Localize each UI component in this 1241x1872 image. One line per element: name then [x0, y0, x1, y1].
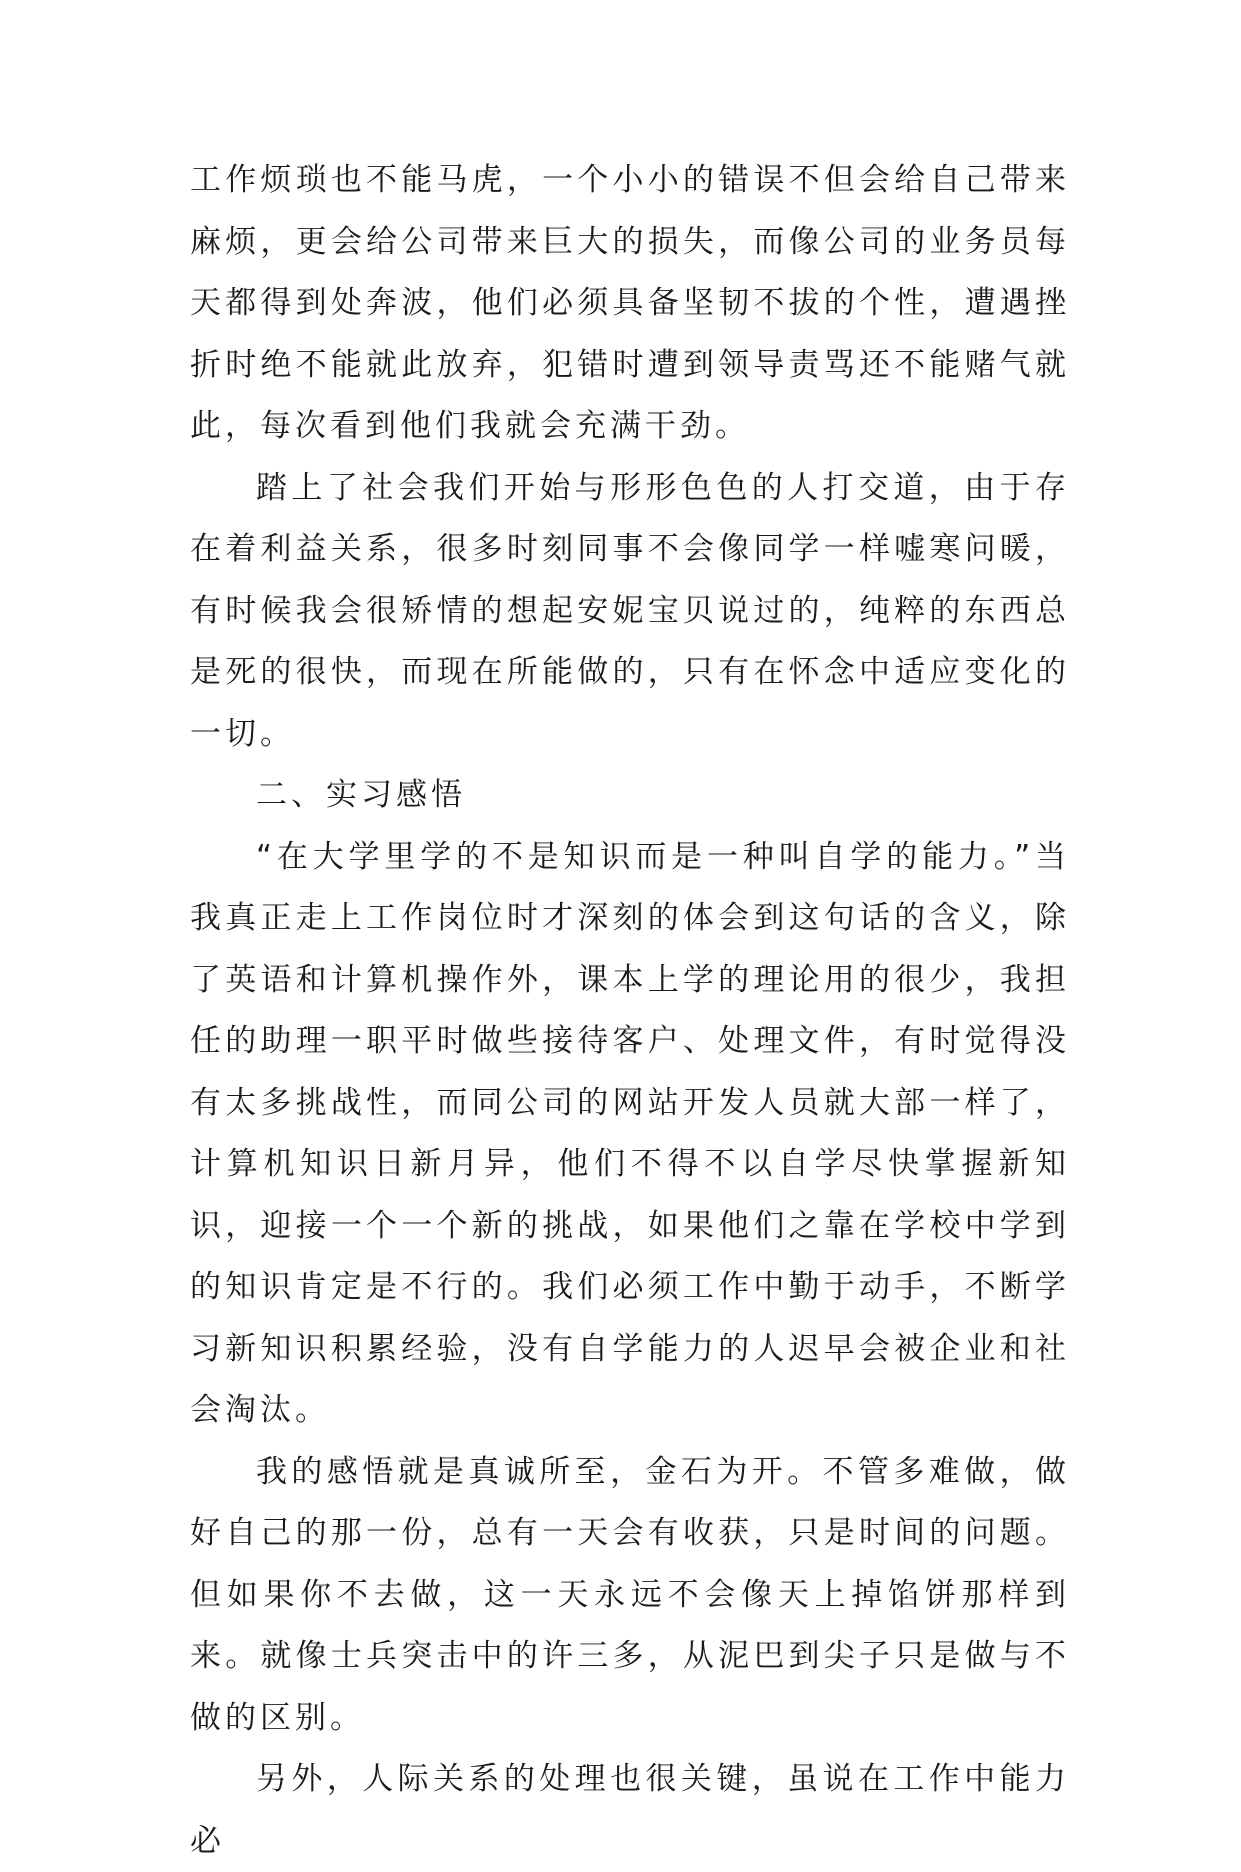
paragraph-5: 另外，人际关系的处理也很关键，虽说在工作中能力必 [190, 1761, 1070, 1859]
document-body [190, 150, 1070, 1872]
paragraph-1: 工作烦琐也不能马虎，一个小小的错误不但会给自己带来麻烦，更会给公司带来巨大的损失，而像公司的业务员每天都得到处奔波，他们必须具备坚韧不拔的个性，遭遇挫折时绝不能就此放弃，犯错时遭到领导责骂还不能赌气就此，每次看到他们我就会充满干劲。 [190, 162, 1070, 444]
section-heading: 二、实习感悟 [256, 777, 466, 813]
paragraph-4: 我的感悟就是真诚所至，金石为开。不管多难做，做好自己的那一份，总有一天会有收获，只是时间的问题。但如果你不去做，这一天永远不会像天上掉馅饼那样到来。就像士兵突击中的许三多，从泥巴到尖子只是做与不做的区别。 [190, 1453, 1070, 1736]
paragraph-2: 踏上了社会我们开始与形形色色的人打交道，由于存在着利益关系，很多时刻同事不会像同学一样嘘寒问暖，有时候我会很矫情的想起安妮宝贝说过的，纯粹的东西总是死的很快，而现在所能做的，只有在怀念中适应变化的一切。 [190, 469, 1070, 752]
paragraph-3: “在大学里学的不是知识而是一种叫自学的能力。”当我真正走上工作岗位时才深刻的体会到这句话的含义，除了英语和计算机操作外，课本上学的理论用的很少，我担任的助理一职平时做些接待客户、处理文件，有时觉得没有太多挑战性，而同公司的网站开发人员就大部一样了，计算机知识日新月异，他们不得不以自学尽快掌握新知识，迎接一个一个新的挑战，如果他们之靠在学校中学到的知识肯定是不行的。我们必须工作中勤于动手，不断学习新知识积累经验，没有自学能力的人迟早会被企业和社会淘汰。 [190, 838, 1070, 1428]
